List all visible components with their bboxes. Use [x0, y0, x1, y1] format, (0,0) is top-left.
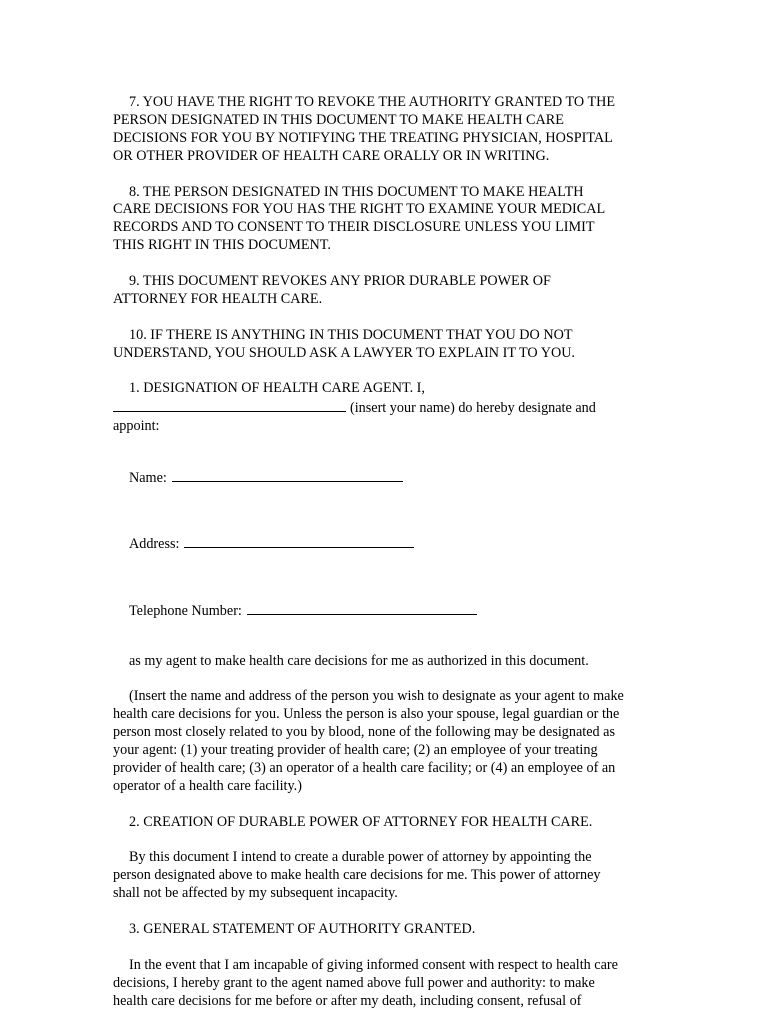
agent-telephone-label: Telephone Number:: [129, 602, 242, 619]
agent-telephone-field[interactable]: [247, 601, 477, 615]
text-line: health care decisions for you. Unless the person is also your spouse, legal guardian or the: [113, 706, 620, 723]
text-line: your agent: (1) your treating provider of health care; (2) an employee of your treating: [113, 742, 598, 759]
principal-name-line: [113, 398, 658, 418]
notice-item-9: [113, 273, 658, 309]
text-line: By this document I intend to create a durable power of attorney by appointing the: [129, 849, 592, 866]
notice-item-8: [113, 184, 658, 256]
text-line: THIS RIGHT IN THIS DOCUMENT.: [113, 237, 331, 254]
text-line: person designated above to make health care decisions for me. This power of attorney: [113, 867, 601, 884]
document-content: [113, 94, 658, 1011]
text-line: 7. YOU HAVE THE RIGHT TO REVOKE THE AUTHORITY GRANTED TO THE: [129, 94, 616, 110]
agent-name-field[interactable]: [172, 468, 403, 482]
text-line: 10. IF THERE IS ANYTHING IN THIS DOCUMENT THAT YOU DO NOT: [129, 326, 573, 343]
insert-name-text: (insert your name) do hereby designate and: [350, 400, 596, 417]
agent-name-label: Name:: [129, 470, 167, 487]
text-line: 8. THE PERSON DESIGNATED IN THIS DOCUMENT TO MAKE HEALTH: [129, 183, 584, 200]
text-line: In the event that I am incapable of giving informed consent with respect to health care: [129, 956, 618, 973]
text-line: health care decisions for me before or after my death, including consent, refusal of: [113, 992, 582, 1009]
agent-telephone-row: [113, 601, 658, 621]
agent-statement: as my agent to make health care decisions for me as authorized in this document.: [129, 652, 589, 669]
notice-item-7: [113, 94, 658, 166]
text-line: CARE DECISIONS FOR YOU HAS THE RIGHT TO EXAMINE YOUR MEDICAL: [113, 201, 606, 218]
section-heading: 2. CREATION OF DURABLE POWER OF ATTORNEY FOR HEALTH CARE.: [129, 813, 593, 830]
agent-address-field[interactable]: [184, 534, 414, 548]
text-line: DECISIONS FOR YOU BY NOTIFYING THE TREATING PHYSICIAN, HOSPITAL: [113, 129, 613, 146]
text-line: shall not be affected by my subsequent incapacity.: [113, 885, 398, 902]
section-1-designation: [113, 380, 658, 670]
text-line: person most closely related to you by blood, none of the following may be designated as: [113, 724, 615, 741]
text-line: ATTORNEY FOR HEALTH CARE.: [113, 290, 323, 307]
text-line: decisions, I hereby grant to the agent named above full power and authority: to make: [113, 974, 595, 991]
text-line: RECORDS AND TO CONSENT TO THEIR DISCLOSURE UNLESS YOU LIMIT: [113, 219, 595, 236]
principal-name-field[interactable]: [113, 398, 346, 412]
agent-name-row: [113, 468, 658, 488]
agent-address-label: Address:: [129, 536, 180, 553]
text-line: UNDERSTAND, YOU SHOULD ASK A LAWYER TO EXPLAIN IT TO YOU.: [113, 344, 575, 361]
text-line: PERSON DESIGNATED IN THIS DOCUMENT TO MAKE HEALTH CARE: [113, 111, 564, 128]
section-2-creation: [113, 814, 658, 904]
text-line: OR OTHER PROVIDER OF HEALTH CARE ORALLY OR IN WRITING.: [113, 147, 550, 164]
text-line: (Insert the name and address of the person you wish to designate as your agent to make: [129, 688, 624, 705]
text-line: 9. THIS DOCUMENT REVOKES ANY PRIOR DURABLE POWER OF: [129, 273, 551, 290]
agent-address-row: [113, 534, 658, 554]
section-3-authority: [113, 921, 658, 1011]
section-heading: 3. GENERAL STATEMENT OF AUTHORITY GRANTED.: [129, 921, 476, 938]
appoint-text: appoint:: [113, 418, 160, 435]
text-line: operator of a health care facility.): [113, 777, 302, 794]
text-line: provider of health care; (3) an operator of a health care facility; or (4) an employee of an: [113, 759, 616, 776]
notice-item-10: [113, 327, 658, 363]
section-heading: 1. DESIGNATION OF HEALTH CARE AGENT. I,: [129, 380, 425, 397]
instructions-paragraph: [113, 688, 658, 795]
